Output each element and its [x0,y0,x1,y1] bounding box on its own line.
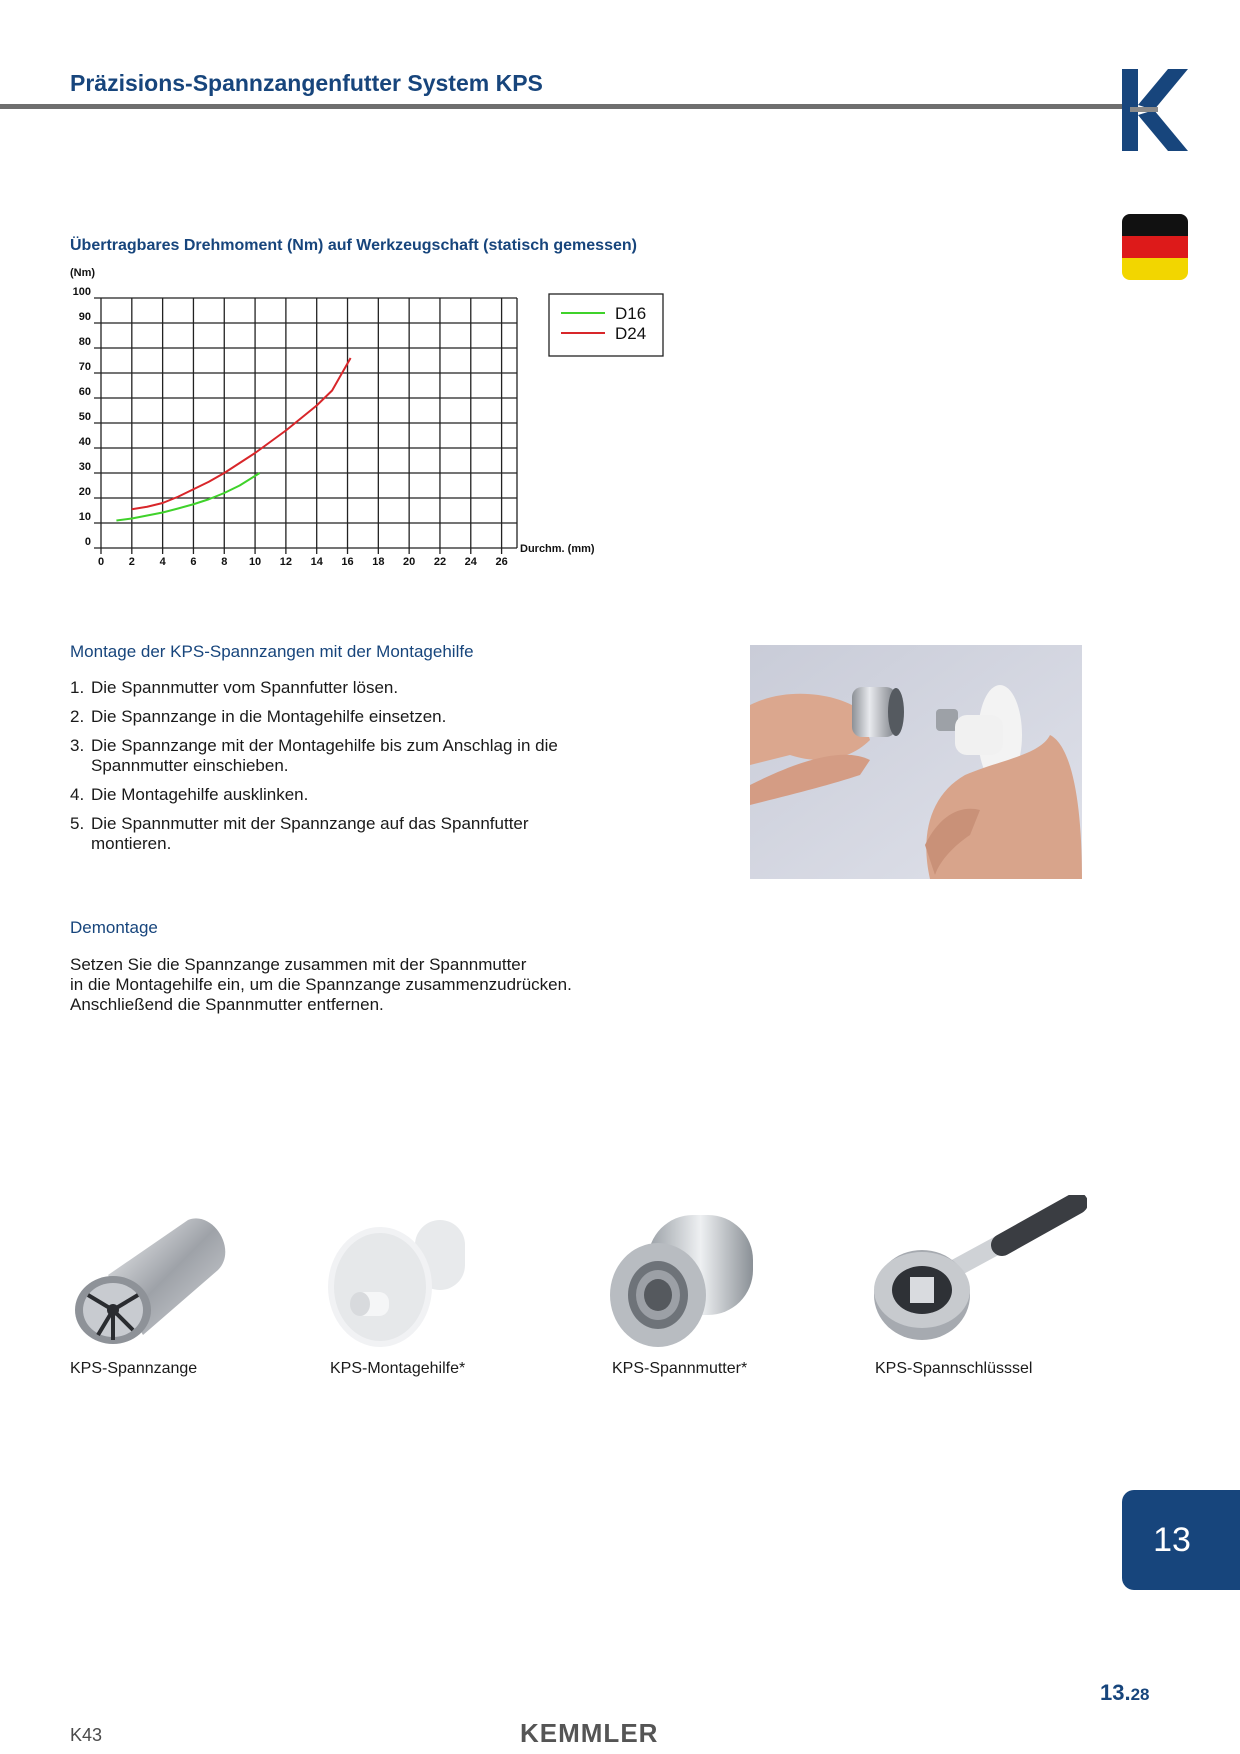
step-text: Die Spannmutter mit der Spannzange auf das Spannfutter montieren. [91,814,529,853]
x-tick-label: 2 [128,556,135,568]
x-tick-label: 24 [464,556,477,568]
montage-heading: Montage der KPS-Spannzangen mit der Montagehilfe [70,642,474,661]
torque-chart [60,260,680,580]
list-item [70,707,690,727]
y-tick-label: 80 [78,336,91,348]
step-text: Die Montagehilfe ausklinken. [91,785,309,804]
page-major: 13. [1100,1680,1131,1705]
x-tick-label: 6 [190,556,197,568]
y-tick-label: 20 [78,486,91,498]
page-minor: 28 [1130,1685,1150,1704]
demontage-heading: Demontage [70,918,158,937]
section-tab: 13 [1122,1490,1240,1590]
x-axis-label: Durchm. (mm) [520,543,595,555]
mounting-aid-image [325,1212,485,1352]
page-title: Präzisions-Spannzangenfutter System KPS [70,70,543,96]
x-tick-label: 14 [310,556,323,568]
list-item [70,814,590,854]
x-tick-label: 26 [495,556,508,568]
x-tick-label: 0 [97,556,105,568]
product-label: KPS-Spannschlüsssel [875,1360,1033,1377]
x-tick-label: 22 [433,556,447,568]
clamping-nut-image [608,1210,758,1350]
step-text: Die Spannzange mit der Montagehilfe bis zum Anschlag in die Spannmutter einschieben. [91,736,558,775]
product-label: KPS-Spannzange [70,1360,198,1377]
step-number: 4. [70,785,85,804]
list-item [70,785,690,805]
german-flag-icon [1122,214,1188,280]
text-line: in die Montagehilfe ein, um die Spannzange zusammenzudrücken. [70,975,572,994]
y-tick-label: 30 [78,461,91,473]
step-number: 2. [70,707,85,726]
assembly-photo [750,645,1082,879]
x-tick-label: 8 [221,556,228,568]
y-tick-label: 70 [78,361,91,373]
x-tick-label: 18 [372,556,385,568]
footer-brand: KEMMLER [520,1718,659,1748]
x-tick-label: 20 [403,556,416,568]
step-text: Die Spannzange in die Montagehilfe einsetzen. [91,707,447,726]
y-tick-label: 10 [78,511,91,523]
y-tick-label: 50 [78,411,91,423]
step-text: Die Spannmutter vom Spannfutter lösen. [91,678,399,697]
y-tick-label: 0 [84,536,91,548]
legend-label: D24 [615,324,647,343]
product-label: KPS-Spannmutter* [612,1360,748,1377]
product-label: KPS-Montagehilfe* [330,1360,466,1377]
list-item [70,678,690,698]
x-tick-label: 16 [341,556,354,568]
step-number: 1. [70,678,85,697]
chart-title: Übertragbares Drehmoment (Nm) auf Werkzeugschaft (statisch gemessen) [70,237,637,254]
kemmler-logo-icon [1120,69,1190,151]
x-tick-label: 10 [248,556,262,568]
footer-code: K43 [70,1725,103,1745]
demontage-text [70,955,770,1015]
x-tick-label: 4 [159,556,166,568]
text-line: Setzen Sie die Spannzange zusammen mit der Spannmutter [70,955,527,974]
header-rule [0,104,1122,109]
text-line: Anschließend die Spannmutter entfernen. [70,995,384,1014]
y-tick-label: 100 [72,286,91,298]
clamping-wrench-image [872,1195,1087,1355]
collet-image [68,1210,233,1350]
x-tick-label: 12 [279,556,293,568]
y-tick-label: 60 [78,386,91,398]
y-tick-label: 90 [78,311,91,323]
page-number [1100,1680,1150,1706]
y-tick-label: 40 [78,436,91,448]
montage-steps [70,678,690,863]
step-number: 5. [70,814,85,833]
y-axis-label: (Nm) [70,267,96,279]
series-line-d16 [116,473,259,521]
series-line-d24 [132,358,351,509]
legend-label: D16 [615,304,647,323]
list-item [70,736,570,776]
step-number: 3. [70,736,85,755]
